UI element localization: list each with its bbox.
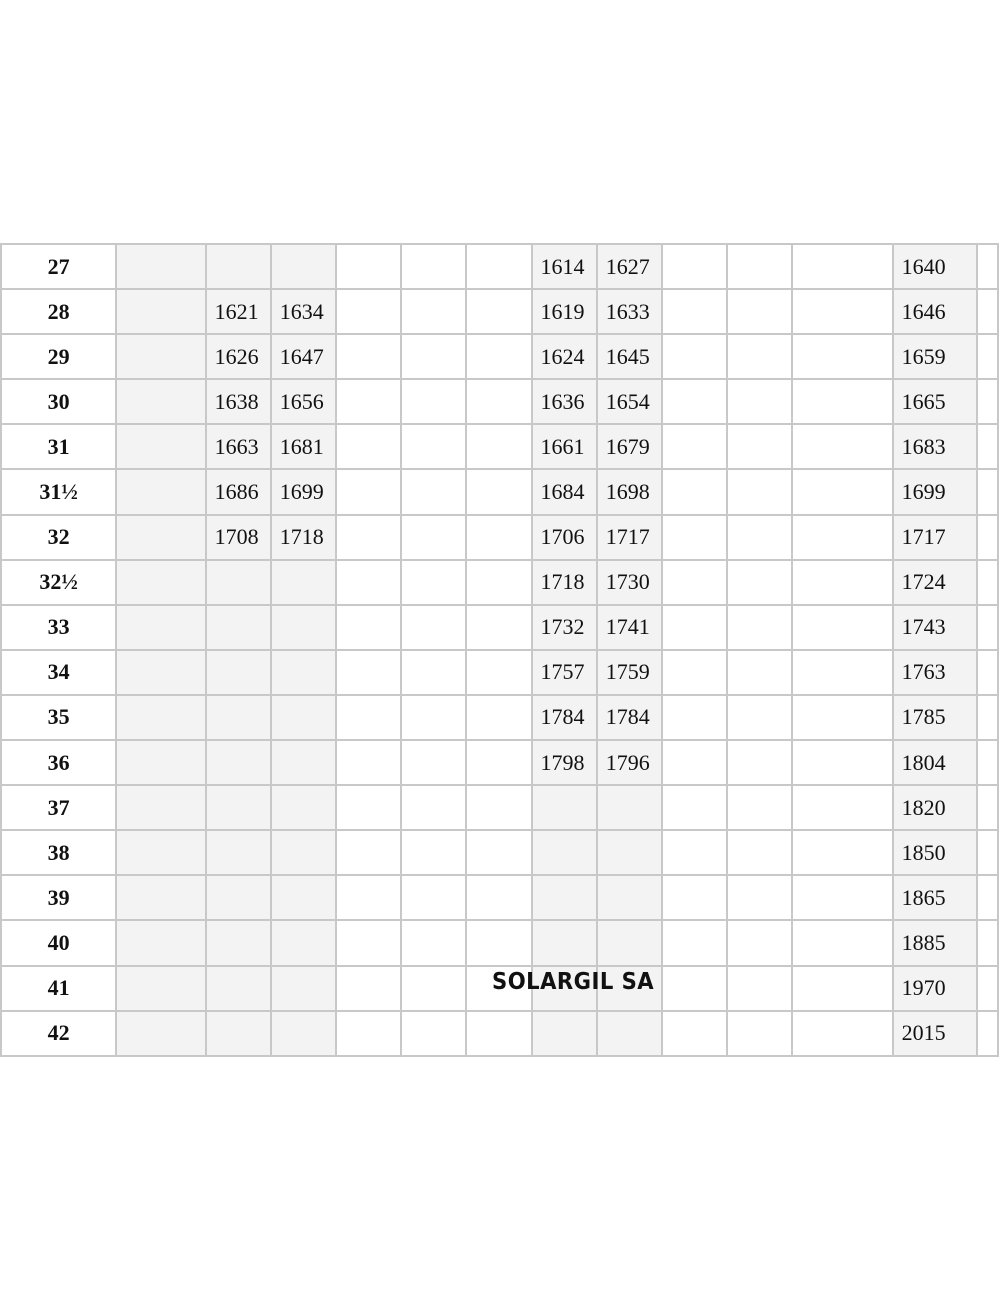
table-cell [206,875,271,920]
table-cell [206,830,271,875]
edge-column [977,920,998,965]
table-cell: 1656 [271,379,336,424]
table-cell [206,605,271,650]
table-cell: 1633 [597,289,662,334]
table-cell [662,695,727,740]
table-cell [792,920,892,965]
row-label: 35 [1,695,116,740]
table-cell [401,740,466,785]
table-cell [271,830,336,875]
table-row [1,244,998,289]
table-cell [466,695,531,740]
table-cell [727,920,792,965]
table-cell [271,1011,336,1056]
table-cell: 1683 [893,424,977,469]
table-cell: 1699 [271,469,336,514]
table-row [1,515,998,560]
table-cell: 1636 [532,379,597,424]
table-cell [206,244,271,289]
table-cell [662,560,727,605]
edge-column [977,334,998,379]
table-cell [662,650,727,695]
row-label: 36 [1,740,116,785]
table-cell [662,966,727,1011]
table-cell [662,605,727,650]
edge-column [977,740,998,785]
table-cell [662,469,727,514]
table-cell [271,560,336,605]
table-cell: 1665 [893,379,977,424]
empty-column [116,244,205,289]
table-cell: 1638 [206,379,271,424]
table-cell [271,966,336,1011]
table-cell [336,334,401,379]
table-cell [466,244,531,289]
table-row [1,740,998,785]
table-cell [727,244,792,289]
edge-column [977,875,998,920]
table-cell: 1718 [532,560,597,605]
table-cell [792,785,892,830]
table-cell [336,289,401,334]
table-cell: 1796 [597,740,662,785]
row-label: 31 [1,424,116,469]
table-cell: 1717 [597,515,662,560]
table-cell [401,920,466,965]
table-cell [532,1011,597,1056]
table-cell: 1698 [597,469,662,514]
table-cell [792,605,892,650]
empty-column [116,875,205,920]
table-cell [466,920,531,965]
table-cell: 1659 [893,334,977,379]
edge-column [977,830,998,875]
table-cell [271,650,336,695]
table-cell [401,244,466,289]
table-cell [662,289,727,334]
edge-column [977,379,998,424]
table-cell [662,875,727,920]
table-cell [466,560,531,605]
table-cell [336,605,401,650]
row-label: 30 [1,379,116,424]
table-row [1,469,998,514]
table-cell [727,469,792,514]
table-cell: 1885 [893,920,977,965]
table-cell: 1865 [893,875,977,920]
table-cell: 1686 [206,469,271,514]
empty-column [116,830,205,875]
table-cell [792,650,892,695]
table-cell: 1743 [893,605,977,650]
table-cell [727,334,792,379]
table-cell [662,334,727,379]
table-cell: 1634 [271,289,336,334]
table-cell [336,1011,401,1056]
table-cell: 1785 [893,695,977,740]
table-cell [271,875,336,920]
table-cell [401,785,466,830]
empty-column [116,1011,205,1056]
table-cell [466,740,531,785]
row-label: 39 [1,875,116,920]
data-table-container [0,243,1000,1056]
table-cell: 1699 [893,469,977,514]
table-cell: 1718 [271,515,336,560]
edge-column [977,424,998,469]
table-cell: 1661 [532,424,597,469]
table-cell [792,560,892,605]
table-cell: 1784 [597,695,662,740]
edge-column [977,966,998,1011]
table-cell [792,469,892,514]
row-label: 27 [1,244,116,289]
table-cell: 1804 [893,740,977,785]
table-cell [466,289,531,334]
row-label: 42 [1,1011,116,1056]
table-cell: 1757 [532,650,597,695]
table-cell: 1730 [597,560,662,605]
table-cell [401,334,466,379]
empty-column [116,785,205,830]
table-cell: 1614 [532,244,597,289]
table-cell [206,740,271,785]
table-row [1,875,998,920]
table-cell [466,785,531,830]
table-cell: 1850 [893,830,977,875]
table-row [1,379,998,424]
table-cell [727,1011,792,1056]
table-row [1,334,998,379]
table-cell [597,785,662,830]
table-cell [401,515,466,560]
table-cell [271,740,336,785]
table-cell [336,875,401,920]
table-cell [466,469,531,514]
table-cell: 1654 [597,379,662,424]
table-cell [727,740,792,785]
table-cell [336,785,401,830]
table-cell [466,830,531,875]
empty-column [116,379,205,424]
table-cell [206,1011,271,1056]
table-cell [401,560,466,605]
table-cell [727,785,792,830]
table-cell [336,740,401,785]
table-cell [662,740,727,785]
table-cell: 1627 [597,244,662,289]
row-label: 37 [1,785,116,830]
table-cell: 1759 [597,650,662,695]
table-cell [792,244,892,289]
empty-column [116,920,205,965]
table-cell [727,695,792,740]
table-cell: 1732 [532,605,597,650]
table-cell [792,515,892,560]
table-cell [336,515,401,560]
edge-column [977,605,998,650]
table-cell [792,740,892,785]
table-cell [792,966,892,1011]
edge-column [977,1011,998,1056]
row-label: 34 [1,650,116,695]
table-cell [792,695,892,740]
empty-column [116,289,205,334]
table-cell: 2015 [893,1011,977,1056]
table-cell: 1640 [893,244,977,289]
table-cell [401,605,466,650]
table-cell [401,830,466,875]
table-cell [792,830,892,875]
row-label: 29 [1,334,116,379]
edge-column [977,650,998,695]
edge-column [977,560,998,605]
table-row [1,650,998,695]
table-cell [466,605,531,650]
row-label: 33 [1,605,116,650]
table-cell: 1684 [532,469,597,514]
table-cell [206,966,271,1011]
empty-column [116,740,205,785]
table-cell [401,650,466,695]
table-cell [597,830,662,875]
table-cell [727,560,792,605]
table-cell [336,830,401,875]
table-cell [336,424,401,469]
table-cell [662,515,727,560]
table-cell [401,695,466,740]
row-label: 40 [1,920,116,965]
row-label: 38 [1,830,116,875]
edge-column [977,244,998,289]
table-cell [662,244,727,289]
table-cell [206,650,271,695]
empty-column [116,515,205,560]
table-cell: 1626 [206,334,271,379]
table-cell: 1741 [597,605,662,650]
table-cell [792,875,892,920]
table-cell: 1717 [893,515,977,560]
empty-column [116,469,205,514]
data-table [0,243,999,1057]
table-row [1,920,998,965]
table-cell [466,515,531,560]
table-row [1,560,998,605]
table-cell [401,966,466,1011]
table-cell: 1679 [597,424,662,469]
table-cell [336,379,401,424]
table-cell [727,605,792,650]
table-cell [401,424,466,469]
table-cell [792,424,892,469]
table-cell: 1646 [893,289,977,334]
table-cell [792,334,892,379]
empty-column [116,560,205,605]
table-row [1,424,998,469]
empty-column [116,334,205,379]
table-cell: 1624 [532,334,597,379]
table-cell: 1820 [893,785,977,830]
table-cell [466,334,531,379]
table-row [1,289,998,334]
table-cell [336,560,401,605]
table-cell [662,1011,727,1056]
row-label: 32½ [1,560,116,605]
table-cell: 1663 [206,424,271,469]
watermark-text: SOLARGIL SA [492,969,655,995]
table-cell [401,1011,466,1056]
table-cell [271,244,336,289]
table-cell [336,695,401,740]
table-cell [532,830,597,875]
row-label: 31½ [1,469,116,514]
table-cell: 1619 [532,289,597,334]
table-cell [727,875,792,920]
table-cell [727,830,792,875]
table-cell [206,920,271,965]
table-cell [792,379,892,424]
table-cell [336,650,401,695]
table-row [1,830,998,875]
table-cell [532,785,597,830]
edge-column [977,695,998,740]
edge-column [977,469,998,514]
table-cell [466,1011,531,1056]
table-row [1,695,998,740]
table-cell [336,920,401,965]
table-cell [727,424,792,469]
table-row [1,1011,998,1056]
table-cell: 1681 [271,424,336,469]
table-cell [336,244,401,289]
table-cell [792,1011,892,1056]
table-cell [727,650,792,695]
table-cell [532,920,597,965]
table-cell [597,1011,662,1056]
empty-column [116,424,205,469]
row-label: 28 [1,289,116,334]
table-cell [206,560,271,605]
table-cell: 1645 [597,334,662,379]
table-cell [597,920,662,965]
table-cell [401,875,466,920]
table-cell: 1708 [206,515,271,560]
table-cell: 1724 [893,560,977,605]
row-label: 32 [1,515,116,560]
table-cell [662,424,727,469]
table-cell [336,966,401,1011]
edge-column [977,515,998,560]
table-cell [401,289,466,334]
table-cell: 1621 [206,289,271,334]
table-cell [271,920,336,965]
table-cell [597,875,662,920]
empty-column [116,966,205,1011]
table-cell [466,650,531,695]
table-cell: 1647 [271,334,336,379]
empty-column [116,695,205,740]
table-cell [662,785,727,830]
table-cell [727,966,792,1011]
table-cell [466,379,531,424]
edge-column [977,289,998,334]
table-cell: 1970 [893,966,977,1011]
table-cell [466,424,531,469]
table-cell [727,289,792,334]
table-cell [662,379,727,424]
table-cell [662,830,727,875]
table-cell: 1706 [532,515,597,560]
empty-column [116,650,205,695]
table-cell [662,920,727,965]
table-cell [271,605,336,650]
row-label: 41 [1,966,116,1011]
table-cell [336,469,401,514]
table-cell [727,515,792,560]
table-row [1,605,998,650]
table-cell [401,379,466,424]
table-cell [271,785,336,830]
table-cell [206,695,271,740]
edge-column [977,785,998,830]
table-cell [401,469,466,514]
empty-column [116,605,205,650]
table-cell: 1763 [893,650,977,695]
table-cell [727,379,792,424]
table-row [1,785,998,830]
table-cell: 1798 [532,740,597,785]
table-cell [206,785,271,830]
table-cell: 1784 [532,695,597,740]
table-cell [271,695,336,740]
table-cell [466,875,531,920]
table-cell [792,289,892,334]
table-cell [532,875,597,920]
